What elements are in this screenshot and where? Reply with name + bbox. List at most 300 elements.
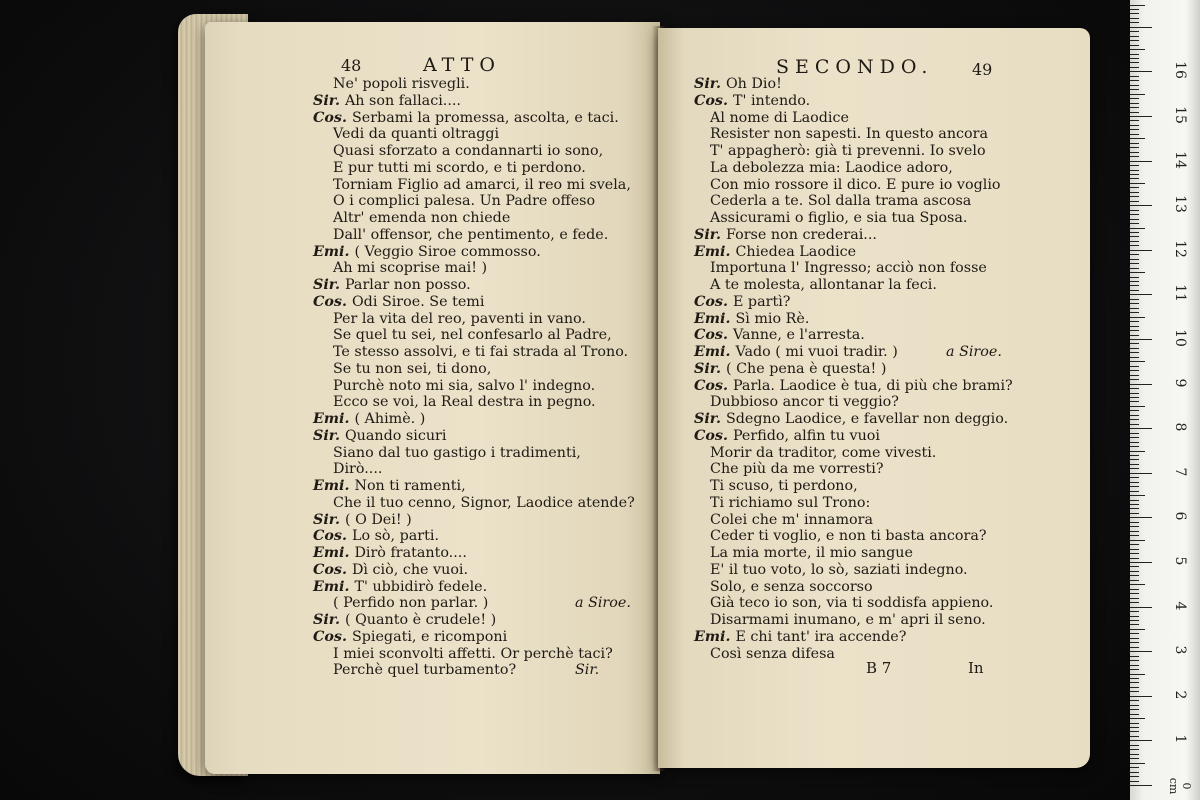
ruler-tick [1130, 5, 1145, 6]
text-line [694, 344, 1013, 361]
verse-text: Torniam Figlio ad amarci, il reo mi svela, [333, 176, 631, 193]
ruler-tick [1130, 94, 1145, 95]
verse-text: Che il tuo cenno, Signor, Laodice atende? [333, 494, 635, 511]
ruler-tick [1130, 71, 1152, 72]
ruler-tick [1130, 134, 1139, 135]
ruler-unit-label: 0 cm [1167, 777, 1193, 795]
ruler-tick [1130, 624, 1139, 625]
ruler-tick [1130, 18, 1139, 19]
text-line [313, 595, 635, 612]
ruler-tick [1130, 522, 1139, 523]
ruler-tick [1130, 553, 1139, 554]
ruler-tick [1130, 491, 1139, 492]
ruler-tick [1130, 107, 1139, 108]
ruler-tick [1130, 259, 1139, 260]
verse-text: Siano dal tuo gastigo i tradimenti, [333, 444, 581, 461]
ruler-tick [1130, 433, 1139, 434]
verse-text: Con mio rossore il dico. E pure io voglio [710, 176, 1001, 193]
ruler-tick [1130, 687, 1139, 688]
verse-text: Vado ( mi vuoi tradir. ) [735, 344, 898, 360]
text-line [694, 445, 1013, 462]
verse-text: Dirò fratanto.... [354, 545, 467, 561]
ruler-tick [1130, 571, 1139, 572]
verse-text: Dubbioso ancor ti veggio? [710, 394, 899, 411]
text-line [313, 662, 635, 679]
verse-text: I miei sconvolti affetti. Or perchè taci? [333, 645, 613, 662]
text-line [313, 93, 635, 110]
ruler-tick [1130, 428, 1152, 429]
text-line [313, 495, 635, 512]
text-line [313, 445, 635, 462]
verse-text: Se tu non sei, ti dono, [333, 360, 492, 377]
ruler-tick [1130, 223, 1139, 224]
text-line [313, 244, 635, 261]
ruler-tick [1130, 718, 1145, 719]
ruler-tick [1130, 9, 1139, 10]
speaker-label: Cos. [694, 92, 728, 109]
ruler-tick [1130, 36, 1139, 37]
ruler-tick [1130, 566, 1139, 567]
ruler-tick [1130, 749, 1139, 750]
ruler-tick [1130, 575, 1139, 576]
ruler-tick [1130, 321, 1139, 322]
ruler-number: 10 [1172, 329, 1188, 347]
text-line [694, 327, 1013, 344]
speaker-label: Sir. [694, 226, 721, 243]
speaker-label: Cos. [694, 427, 728, 444]
text-line [313, 411, 635, 428]
verse-text: Ti richiamo sul Trono: [710, 494, 871, 511]
verse-text: La mia morte, il mio sangue [710, 545, 913, 561]
verse-text: ( Ahimè. ) [354, 411, 426, 427]
ruler-tick [1130, 678, 1139, 679]
ruler-tick [1130, 357, 1139, 358]
text-line [694, 210, 1013, 227]
ruler-tick [1130, 219, 1139, 220]
verse-text: E partì? [732, 293, 791, 310]
verse-text: E pur tutti mi scordo, e ti perdono. [333, 159, 586, 176]
ruler-tick [1130, 495, 1145, 496]
verse-text: Ecco se voi, la Real destra in pegno. [333, 394, 596, 411]
text-line [313, 277, 635, 294]
ruler-number: 11 [1172, 284, 1188, 303]
text-line [313, 512, 635, 529]
text-line [694, 110, 1013, 127]
text-line [694, 93, 1013, 110]
ruler-tick [1130, 103, 1139, 104]
text-line [313, 361, 635, 378]
speaker-label: Cos. [313, 293, 347, 310]
text-line [313, 193, 635, 210]
ruler-tick [1130, 98, 1139, 99]
verse-text: Quando sicuri [344, 427, 447, 444]
right-page [658, 28, 1090, 768]
ruler-tick [1130, 580, 1139, 581]
verse-text: Oh Dio! [725, 76, 782, 92]
stage-direction: a Siroe. [946, 344, 1002, 360]
ruler-tick [1130, 183, 1145, 184]
text-line [313, 327, 635, 344]
ruler-tick [1130, 263, 1139, 264]
verse-text: Perfido, alfin tu vuoi [732, 427, 880, 444]
ruler-tick [1130, 245, 1139, 246]
ruler-tick [1130, 700, 1139, 701]
ruler-tick [1130, 112, 1139, 113]
verse-text: T' appagherò: già ti prevenni. Io svelo [710, 143, 986, 159]
ruler-number: 9 [1172, 378, 1188, 388]
ruler-tick [1130, 317, 1145, 318]
ruler-tick [1130, 228, 1145, 229]
speaker-label: Cos. [694, 377, 728, 394]
ruler-tick [1130, 473, 1152, 474]
ruler-tick [1130, 250, 1152, 251]
ruler-number: 15 [1172, 106, 1188, 124]
stage-direction: a Siroe. [575, 595, 631, 612]
verse-text: T' intendo. [732, 92, 811, 109]
ruler-tick [1130, 549, 1139, 550]
speaker-label: Emi. [313, 411, 350, 427]
speaker-label: Emi. [313, 478, 350, 494]
ruler-tick [1130, 468, 1139, 469]
text-line [694, 244, 1013, 261]
ruler-tick [1130, 660, 1139, 661]
ruler-tick [1130, 598, 1139, 599]
ruler-tick [1130, 424, 1139, 425]
speaker-label: Cos. [694, 327, 728, 344]
verse-text: Solo, e senza soccorso [710, 578, 873, 595]
ruler-tick [1130, 375, 1139, 376]
ruler-tick [1130, 232, 1139, 233]
ruler-tick [1130, 674, 1145, 675]
speaker-label: Sir. [313, 92, 340, 109]
ruler-tick [1130, 669, 1139, 670]
text-line [313, 545, 635, 562]
verse-text: Disarmami inumano, e m' apri il seno. [710, 612, 986, 628]
text-line [313, 143, 635, 160]
speaker-label: Sir. [694, 411, 721, 427]
ruler-tick [1130, 339, 1152, 340]
verse-text: Resister non sapesti. In questo ancora [710, 126, 989, 143]
verse-text: ( O Dei! ) [344, 511, 412, 528]
ruler-tick [1130, 201, 1139, 202]
text-line [694, 76, 1013, 93]
measuring-ruler [1130, 0, 1200, 800]
text-line [694, 227, 1013, 244]
ruler-number: 5 [1172, 556, 1188, 566]
verse-text: Sì mio Rè. [735, 310, 810, 327]
text-line [694, 428, 1013, 445]
ruler-number: 7 [1172, 467, 1188, 477]
left-running-head: ATTO [423, 54, 501, 76]
ruler-tick [1130, 584, 1145, 585]
verse-text: Colei che m' innamora [710, 511, 873, 528]
ruler-tick [1130, 27, 1152, 28]
ruler-tick [1130, 415, 1139, 416]
ruler-tick [1130, 451, 1145, 452]
ruler-tick [1130, 535, 1139, 536]
ruler-tick [1130, 602, 1139, 603]
ruler-tick [1130, 268, 1139, 269]
speaker-label: Emi. [694, 628, 731, 645]
ruler-tick [1130, 174, 1139, 175]
ruler-tick [1130, 419, 1139, 420]
ruler-tick [1130, 723, 1139, 724]
text-line [694, 512, 1013, 529]
ruler-tick [1130, 736, 1139, 737]
left-page-number: 48 [341, 56, 362, 75]
ruler-tick [1130, 731, 1139, 732]
verse-text: Serbami la promessa, ascolta, e taci. [351, 109, 619, 126]
ruler-tick [1130, 196, 1139, 197]
text-line [313, 646, 635, 663]
ruler-tick [1130, 352, 1139, 353]
verse-text: Lo sò, parti. [351, 528, 440, 545]
speaker-label: Cos. [313, 628, 347, 645]
verse-text: Ti scuso, ti perdono, [710, 478, 858, 494]
ruler-tick [1130, 620, 1139, 621]
text-line [313, 528, 635, 545]
ruler-tick [1130, 170, 1139, 171]
verse-text: Forse non crederai... [725, 226, 877, 243]
verse-text: Spiegati, e ricomponi [351, 628, 508, 645]
speaker-label: Sir. [313, 277, 340, 293]
ruler-tick [1130, 665, 1139, 666]
ruler-tick [1130, 49, 1145, 50]
verse-text: ( Che pena è questa! ) [725, 360, 887, 377]
speaker-label: Sir. [694, 360, 721, 377]
verse-text: Vedi da quanti oltraggi [333, 126, 500, 143]
ruler-tick [1130, 562, 1152, 563]
ruler-tick [1130, 80, 1139, 81]
ruler-tick [1130, 482, 1139, 483]
text-line [313, 629, 635, 646]
verse-text: Cederla a te. Sol dalla trama ascosa [710, 193, 972, 210]
verse-text: T' ubbidirò fedele. [354, 578, 488, 595]
ruler-tick [1130, 67, 1139, 68]
ruler-tick [1130, 326, 1139, 327]
ruler-tick [1130, 178, 1139, 179]
text-line [694, 629, 1013, 646]
ruler-tick [1130, 138, 1145, 139]
speaker-label: Sir. [313, 427, 340, 444]
ruler-tick [1130, 758, 1139, 759]
ruler-tick [1130, 410, 1139, 411]
verse-text: Dì ciò, che vuoi. [351, 561, 469, 578]
ruler-tick [1130, 682, 1139, 683]
ruler-tick [1130, 76, 1139, 77]
ruler-tick [1130, 517, 1152, 518]
verse-text: Dall' offensor, che pentimento, e fede. [333, 226, 609, 243]
verse-text: E chi tant' ira accende? [735, 628, 907, 645]
signature-mark: B 7 [866, 659, 892, 677]
ruler-tick [1130, 366, 1139, 367]
text-line [313, 76, 635, 93]
verse-text: Altr' emenda non chiede [333, 210, 511, 226]
ruler-tick [1130, 361, 1145, 362]
ruler-tick [1130, 45, 1139, 46]
ruler-tick [1130, 727, 1139, 728]
ruler-tick [1130, 776, 1139, 777]
verse-text: E' il tuo voto, lo sò, saziati indegno. [710, 561, 968, 578]
ruler-tick [1130, 763, 1145, 764]
ruler-tick [1130, 370, 1139, 371]
text-line [694, 394, 1013, 411]
ruler-tick [1130, 442, 1139, 443]
ruler-tick [1130, 299, 1139, 300]
ruler-tick [1130, 504, 1139, 505]
verse-text: Perchè quel turbamento? [333, 662, 517, 679]
ruler-tick [1130, 647, 1139, 648]
text-line [694, 294, 1013, 311]
text-line [694, 579, 1013, 596]
ruler-tick [1130, 633, 1139, 634]
verse-text: Già teco io son, via ti soddisfa appieno. [710, 595, 994, 612]
text-line [313, 177, 635, 194]
text-line [694, 461, 1013, 478]
ruler-tick [1130, 455, 1139, 456]
speaker-label: Emi. [313, 545, 350, 561]
ruler-tick [1130, 281, 1139, 282]
ruler-tick [1130, 745, 1139, 746]
ruler-tick [1130, 156, 1139, 157]
text-line [694, 143, 1013, 160]
ruler-tick [1130, 589, 1139, 590]
ruler-tick [1130, 161, 1152, 162]
verse-text: Dirò.... [333, 461, 383, 478]
ruler-number: 13 [1172, 195, 1188, 214]
ruler-tick [1130, 294, 1152, 295]
left-page-text [313, 76, 635, 679]
ruler-tick [1130, 343, 1139, 344]
ruler-tick [1130, 508, 1139, 509]
ruler-tick [1130, 406, 1145, 407]
verse-text: ( Veggio Siroe commosso. [354, 243, 541, 260]
text-line [313, 478, 635, 495]
ruler-tick [1130, 192, 1139, 193]
verse-text: Assicurami o figlio, e sia tua Sposa. [710, 210, 968, 226]
speaker-label: Emi. [694, 310, 731, 327]
ruler-tick [1130, 277, 1139, 278]
ruler-tick [1130, 446, 1139, 447]
text-line [694, 260, 1013, 277]
ruler-tick [1130, 785, 1152, 786]
ruler-tick [1130, 740, 1152, 741]
right-running-head: SECONDO. [776, 56, 934, 78]
ruler-tick [1130, 384, 1152, 385]
verse-text: Parla. Laodice è tua, di più che brami? [732, 377, 1013, 394]
speaker-label: Sir. [694, 76, 721, 92]
text-line [313, 378, 635, 395]
text-line [694, 378, 1013, 395]
ruler-tick [1130, 205, 1152, 206]
ruler-tick [1130, 303, 1139, 304]
text-line [694, 411, 1013, 428]
speaker-label: Emi. [313, 243, 350, 260]
text-line [313, 160, 635, 177]
verse-text: Ceder ti voglio, e non ti basta ancora? [710, 528, 987, 545]
verse-text: Al nome di Laodice [710, 109, 849, 126]
ruler-tick [1130, 187, 1139, 188]
ruler-tick [1130, 89, 1139, 90]
speaker-label: Cos. [313, 561, 347, 578]
text-line [313, 294, 635, 311]
text-line [694, 478, 1013, 495]
verse-text: ( Quanto è crudele! ) [344, 612, 497, 628]
ruler-tick [1130, 437, 1139, 438]
ruler-tick [1130, 165, 1139, 166]
verse-text: Così senza difesa [710, 645, 835, 662]
text-line [694, 177, 1013, 194]
speaker-label: Sir. [313, 511, 340, 528]
ruler-tick [1130, 393, 1139, 394]
ruler-tick [1130, 62, 1139, 63]
ruler-tick [1130, 236, 1139, 237]
text-line [313, 210, 635, 227]
text-line [694, 160, 1013, 177]
ruler-number: 12 [1172, 239, 1188, 258]
ruler-tick [1130, 348, 1139, 349]
ruler-tick [1130, 526, 1139, 527]
text-line [694, 545, 1013, 562]
text-line [694, 311, 1013, 328]
verse-text: A te molesta, allontanar la feci. [710, 277, 937, 293]
ruler-tick [1130, 22, 1139, 23]
text-line [313, 562, 635, 579]
ruler-tick [1130, 607, 1152, 608]
ruler-tick [1130, 335, 1139, 336]
text-line [694, 126, 1013, 143]
verse-text: Ah son fallaci.... [344, 92, 461, 109]
text-line [694, 612, 1013, 629]
ruler-tick [1130, 705, 1139, 706]
ruler-tick [1130, 214, 1139, 215]
ruler-tick [1130, 254, 1139, 255]
ruler-tick [1130, 210, 1139, 211]
ruler-tick [1130, 54, 1139, 55]
ruler-tick [1130, 767, 1139, 768]
verse-text: Per la vita del reo, paventi in vano. [333, 310, 586, 327]
verse-text: Morir da traditor, come vivesti. [710, 444, 937, 461]
right-page-number: 49 [972, 60, 993, 79]
ruler-tick [1130, 312, 1139, 313]
speaker-label: Cos. [313, 109, 347, 126]
verse-text: ( Perfido non parlar. ) [333, 595, 489, 612]
text-line [694, 562, 1013, 579]
text-line [694, 595, 1013, 612]
ruler-tick [1130, 540, 1145, 541]
ruler-number: 8 [1172, 422, 1188, 432]
ruler-number: 3 [1172, 645, 1188, 655]
text-line [694, 193, 1013, 210]
ruler-number: 2 [1172, 690, 1188, 700]
ruler-tick [1130, 696, 1152, 697]
text-line [313, 227, 635, 244]
left-page [205, 22, 660, 774]
ruler-tick [1130, 40, 1139, 41]
ruler-tick [1130, 379, 1139, 380]
text-line [313, 344, 635, 361]
ruler-tick [1130, 513, 1139, 514]
verse-text: Importuna l' Ingresso; acciò non fosse [710, 260, 987, 277]
ruler-number: 16 [1172, 61, 1188, 80]
speaker-label: Emi. [694, 243, 731, 260]
ruler-tick [1130, 116, 1152, 117]
ruler-tick [1130, 486, 1139, 487]
verse-text: Purchè noto mi sia, salvo l' indegno. [333, 377, 596, 394]
verse-text: Vanne, e l'arresta. [732, 327, 865, 344]
speaker-label: Sir. [313, 612, 340, 628]
ruler-tick [1130, 31, 1139, 32]
